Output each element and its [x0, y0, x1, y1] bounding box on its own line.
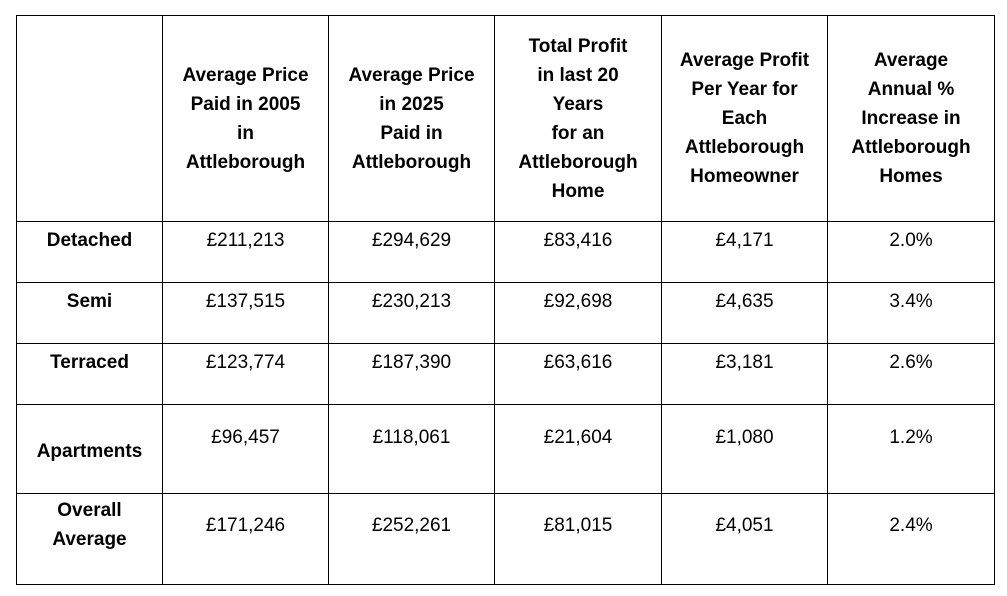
table-cell: £1,080 — [662, 405, 828, 494]
row-label-detached: Detached — [17, 222, 163, 283]
table-row — [17, 222, 995, 283]
table-cell: 1.2% — [828, 405, 995, 494]
row-label-overall-average: Overall Average — [17, 494, 163, 585]
header-total-profit: Total Profit in last 20 Years for an Attleborough Home — [495, 16, 662, 222]
row-label-semi: Semi — [17, 283, 163, 344]
header-row — [17, 16, 995, 222]
header-annual-increase: Average Annual % Increase in Attleborough Homes — [828, 16, 995, 222]
table-cell: £4,635 — [662, 283, 828, 344]
table-row — [17, 494, 995, 585]
header-price-2025: Average Price in 2025 Paid in Attleborough — [329, 16, 495, 222]
row-label-terraced: Terraced — [17, 344, 163, 405]
table-cell: £187,390 — [329, 344, 495, 405]
header-corner-cell — [17, 16, 163, 222]
table-cell: £171,246 — [163, 494, 329, 585]
table-cell: £4,051 — [662, 494, 828, 585]
table-cell: £81,015 — [495, 494, 662, 585]
table-cell: 2.4% — [828, 494, 995, 585]
table-cell: 3.4% — [828, 283, 995, 344]
table-cell: £252,261 — [329, 494, 495, 585]
table-cell: £294,629 — [329, 222, 495, 283]
table-cell: £211,213 — [163, 222, 329, 283]
row-label-apartments: Apartments — [17, 405, 163, 494]
table-cell: £4,171 — [662, 222, 828, 283]
header-profit-per-year: Average Profit Per Year for Each Attleborough Homeowner — [662, 16, 828, 222]
table-cell: £21,604 — [495, 405, 662, 494]
table-cell: £63,616 — [495, 344, 662, 405]
attleborough-price-table — [16, 15, 995, 585]
table-cell: £118,061 — [329, 405, 495, 494]
table-cell: 2.0% — [828, 222, 995, 283]
table-cell: £123,774 — [163, 344, 329, 405]
table-row — [17, 344, 995, 405]
table-cell: £230,213 — [329, 283, 495, 344]
table-cell: £137,515 — [163, 283, 329, 344]
table-row — [17, 283, 995, 344]
table-cell: 2.6% — [828, 344, 995, 405]
table-row — [17, 405, 995, 494]
table-cell: £96,457 — [163, 405, 329, 494]
header-price-2005: Average Price Paid in 2005 in Attleborough — [163, 16, 329, 222]
table-cell: £83,416 — [495, 222, 662, 283]
table-cell: £92,698 — [495, 283, 662, 344]
table-cell: £3,181 — [662, 344, 828, 405]
